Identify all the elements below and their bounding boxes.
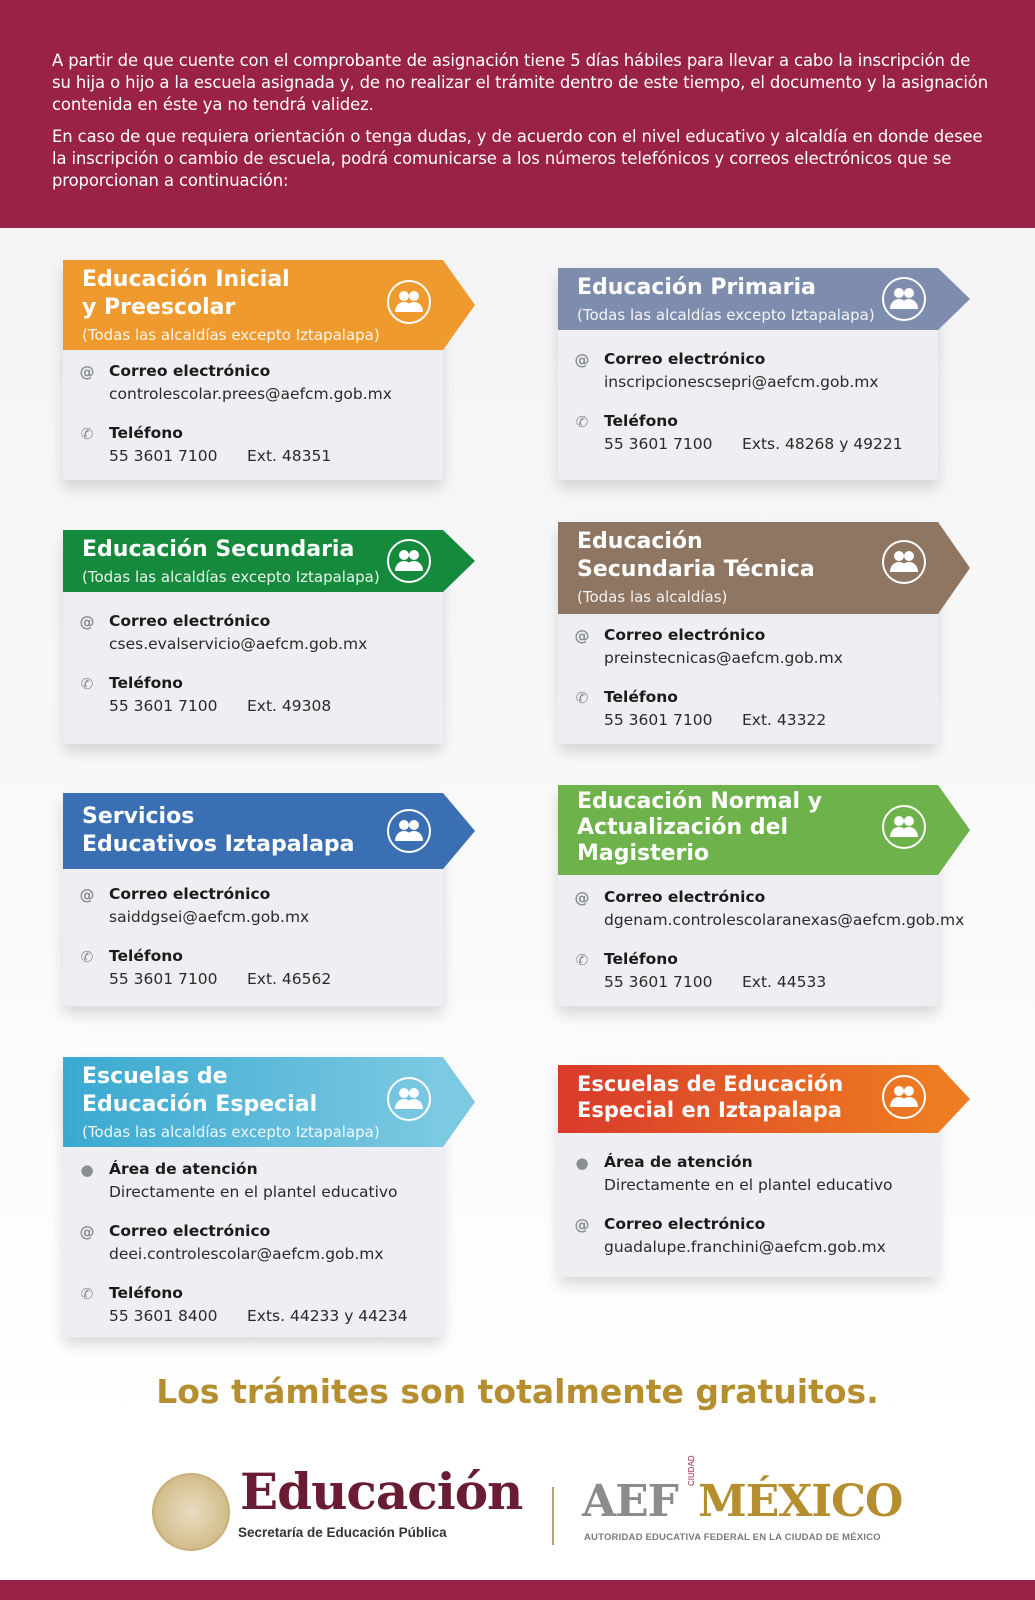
- phone-icon: ✆: [80, 1285, 94, 1303]
- email-value[interactable]: preinstecnicas@aefcm.gob.mx: [604, 649, 843, 667]
- email-label: Correo electrónico: [604, 626, 766, 644]
- people-icon: [387, 1077, 431, 1121]
- card-header: [558, 1065, 938, 1133]
- card-title-line-1: Educación: [577, 529, 703, 554]
- sep-logo-text: Educación: [240, 1462, 523, 1521]
- intro-banner: [0, 0, 1035, 228]
- phone-label: Teléfono: [604, 688, 678, 706]
- card-title-line-1: Educación Secundaria: [82, 537, 355, 562]
- phone-extension: Ext. 48351: [247, 447, 332, 465]
- email-label: Correo electrónico: [604, 350, 766, 368]
- email-value[interactable]: controlescolar.prees@aefcm.gob.mx: [109, 385, 392, 403]
- at-icon: @: [574, 627, 590, 645]
- card-subtitle: (Todas las alcaldías excepto Iztapalapa): [577, 306, 875, 324]
- intro-paragraph-2: En caso de que requiera orientación o tenga dudas, y de acuerdo con el nivel educativo y alcaldía en donde desee la inscripción o cambio de escuela, podrá comunicarse a los números telefónicos y correos electrónicos que se proporcionan a continuación:: [52, 127, 983, 190]
- card-servicios-iztapalapa: [63, 793, 443, 1006]
- card-header: [63, 260, 443, 350]
- card-educacion-secundaria: [63, 530, 443, 744]
- people-icon: [882, 1075, 926, 1119]
- card-educacion-especial: [63, 1057, 443, 1337]
- card-title-line-2: Educación Especial: [82, 1092, 318, 1117]
- phone-icon: ✆: [80, 425, 94, 443]
- phone-number[interactable]: 55 3601 7100: [109, 970, 218, 988]
- phone-extension: Ext. 46562: [247, 970, 332, 988]
- area-value: Directamente en el plantel educativo: [109, 1183, 398, 1201]
- card-educacion-inicial: [63, 260, 443, 480]
- area-label: Área de atención: [604, 1153, 753, 1171]
- at-icon: @: [574, 1216, 590, 1234]
- card-title-line-2: Actualización del: [577, 815, 789, 840]
- aef-logo-text: AEF: [582, 1476, 678, 1527]
- phone-icon: ✆: [575, 689, 589, 707]
- phone-extension: Ext. 49308: [247, 697, 332, 715]
- card-educacion-normal: [558, 785, 965, 1006]
- card-title-line-1: Escuelas de Educación: [577, 1072, 844, 1096]
- card-title-line-1: Educación Primaria: [577, 275, 816, 300]
- email-label: Correo electrónico: [109, 612, 271, 630]
- email-value[interactable]: inscripcionescsepri@aefcm.gob.mx: [604, 373, 879, 391]
- national-seal-icon: [152, 1473, 230, 1551]
- card-subtitle: (Todas las alcaldías): [577, 588, 728, 606]
- card-educacion-primaria: [558, 268, 938, 480]
- people-icon: [882, 277, 926, 321]
- phone-label: Teléfono: [109, 674, 183, 692]
- phone-extension: Ext. 43322: [742, 711, 827, 729]
- card-title-line-2: Secundaria Técnica: [577, 557, 815, 582]
- email-value[interactable]: deei.controlescolar@aefcm.gob.mx: [109, 1245, 384, 1263]
- card-title-line-2: Educativos Iztapalapa: [82, 832, 355, 857]
- email-value[interactable]: cses.evalservicio@aefcm.gob.mx: [109, 635, 368, 653]
- phone-label: Teléfono: [109, 947, 183, 965]
- at-icon: @: [574, 351, 590, 369]
- card-title-line-2: y Preescolar: [82, 295, 236, 320]
- card-header: [63, 1057, 443, 1147]
- phone-number[interactable]: 55 3601 7100: [109, 447, 218, 465]
- email-value[interactable]: dgenam.controlescolaranexas@aefcm.gob.mx: [604, 911, 965, 929]
- logo-divider: [552, 1487, 554, 1545]
- at-icon: @: [79, 613, 95, 631]
- card-especial-iztapalapa: [558, 1065, 938, 1277]
- card-header: [63, 530, 443, 592]
- phone-number[interactable]: 55 3601 7100: [604, 973, 713, 991]
- phone-label: Teléfono: [604, 412, 678, 430]
- phone-icon: ✆: [575, 951, 589, 969]
- free-procedures-note: Los trámites son totalmente gratuitos.: [156, 1372, 879, 1411]
- phone-label: Teléfono: [109, 1284, 183, 1302]
- people-icon: [882, 805, 926, 849]
- bottom-bar: [0, 1580, 1035, 1600]
- phone-icon: ✆: [80, 948, 94, 966]
- phone-extension: Ext. 44533: [742, 973, 827, 991]
- sep-subtitle: Secretaría de Educación Pública: [238, 1525, 447, 1540]
- footer: [0, 1440, 1035, 1580]
- area-label: Área de atención: [109, 1160, 258, 1178]
- card-subtitle: (Todas las alcaldías excepto Iztapalapa): [82, 326, 380, 344]
- phone-extension: Exts. 44233 y 44234: [247, 1307, 408, 1325]
- email-value[interactable]: saiddgsei@aefcm.gob.mx: [109, 908, 310, 926]
- card-header: [63, 793, 443, 869]
- phone-number[interactable]: 55 3601 8400: [109, 1307, 218, 1325]
- chat-icon: ●: [80, 1161, 94, 1179]
- ciudad-label: CIUDAD: [687, 1455, 696, 1486]
- card-title-line-1: Escuelas de: [82, 1064, 228, 1089]
- card-title-line-3: Magisterio: [577, 841, 710, 866]
- email-value[interactable]: guadalupe.franchini@aefcm.gob.mx: [604, 1238, 886, 1256]
- email-label: Correo electrónico: [109, 885, 271, 903]
- card-title-line-1: Servicios: [82, 804, 195, 829]
- intro-paragraph-1: A partir de que cuente con el comprobante de asignación tiene 5 días hábiles para llevar a cabo la inscripción de su hija o hijo a la escuela asignada y, de no realizar el trámite dentro de este tiempo, el documento y la asignación contenida en éste ya no tendrá validez.: [52, 51, 989, 114]
- phone-label: Teléfono: [604, 950, 678, 968]
- card-title-line-1: Educación Normal y: [577, 789, 823, 814]
- phone-icon: ✆: [80, 675, 94, 693]
- email-label: Correo electrónico: [604, 1215, 766, 1233]
- phone-number[interactable]: 55 3601 7100: [109, 697, 218, 715]
- card-title-line-1: Educación Inicial: [82, 267, 290, 292]
- at-icon: @: [79, 1223, 95, 1241]
- at-icon: @: [79, 363, 95, 381]
- card-subtitle: (Todas las alcaldías excepto Iztapalapa): [82, 1123, 380, 1141]
- card-subtitle: (Todas las alcaldías excepto Iztapalapa): [82, 568, 380, 586]
- card-header: [558, 522, 938, 614]
- card-header: [558, 268, 938, 330]
- phone-number[interactable]: 55 3601 7100: [604, 435, 713, 453]
- people-icon: [387, 809, 431, 853]
- chat-icon: ●: [575, 1154, 589, 1172]
- mexico-logo-text: MÉXICO: [698, 1476, 903, 1527]
- phone-extension: Exts. 48268 y 49221: [742, 435, 903, 453]
- phone-icon: ✆: [575, 413, 589, 431]
- at-icon: @: [574, 889, 590, 907]
- people-icon: [387, 280, 431, 324]
- card-title-line-2: Especial en Iztapalapa: [577, 1098, 842, 1122]
- aef-subtitle: AUTORIDAD EDUCATIVA FEDERAL EN LA CIUDAD DE MÉXICO: [584, 1532, 881, 1543]
- people-icon: [387, 539, 431, 583]
- email-label: Correo electrónico: [604, 888, 766, 906]
- phone-label: Teléfono: [109, 424, 183, 442]
- card-header: [558, 785, 938, 875]
- email-label: Correo electrónico: [109, 1222, 271, 1240]
- email-label: Correo electrónico: [109, 362, 271, 380]
- phone-number[interactable]: 55 3601 7100: [604, 711, 713, 729]
- area-value: Directamente en el plantel educativo: [604, 1176, 893, 1194]
- at-icon: @: [79, 886, 95, 904]
- card-secundaria-tecnica: [558, 522, 938, 744]
- people-icon: [882, 540, 926, 584]
